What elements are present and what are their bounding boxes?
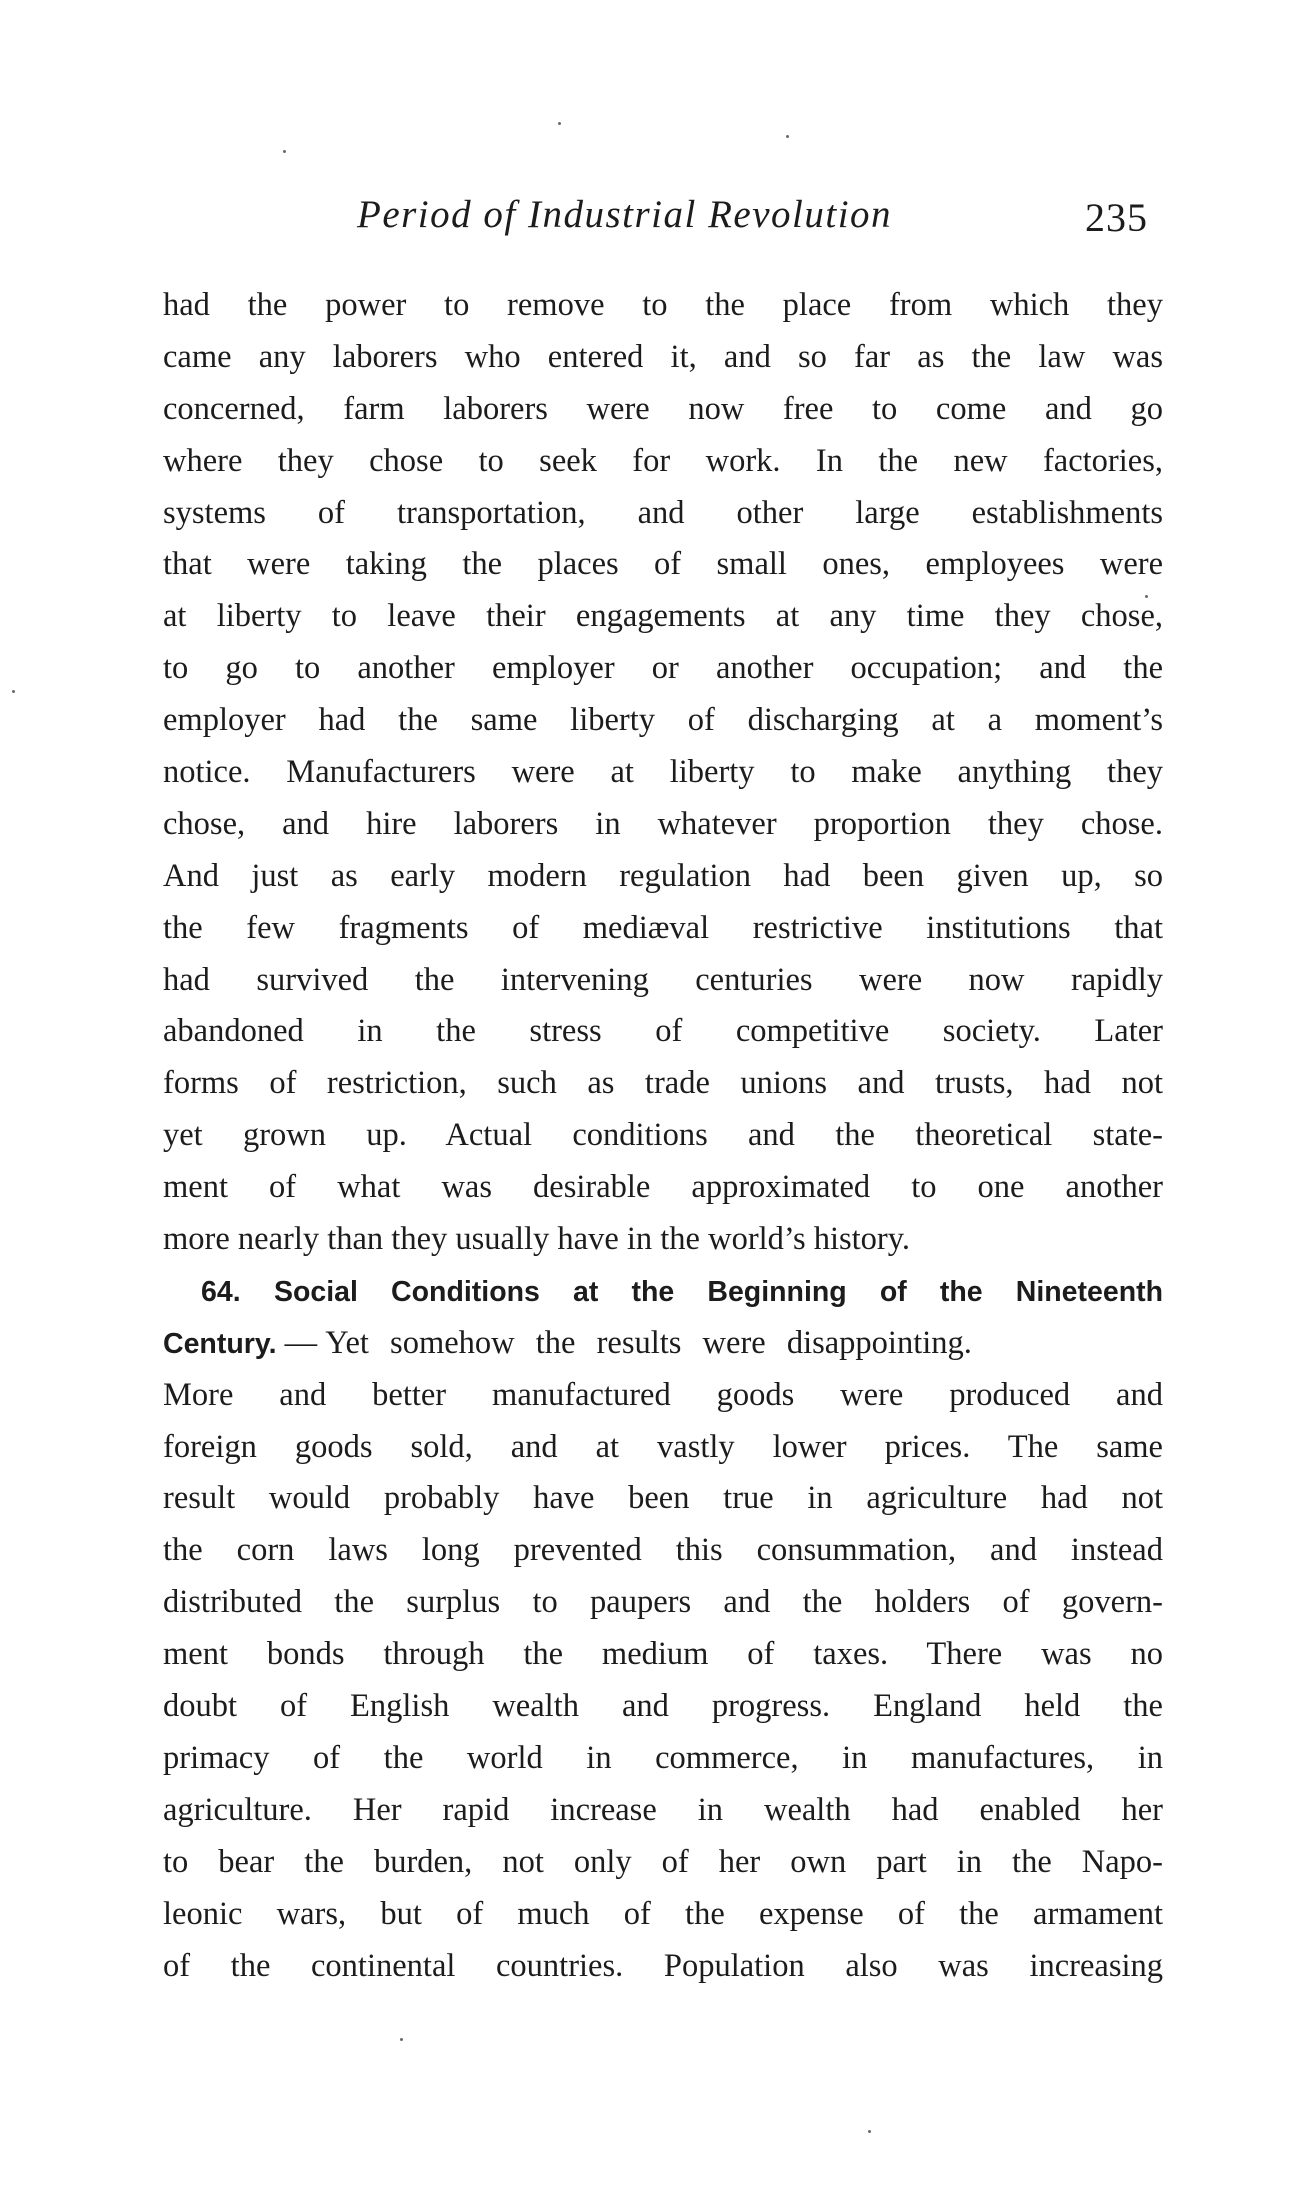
- text-line: And just as early modern regulation had been given up, so: [163, 857, 1163, 894]
- section-heading-line: [163, 1318, 1163, 1370]
- section-heading: Social Conditions at the Beginning of the Nineteenth: [273, 1275, 1163, 1308]
- text-line: yet grown up. Actual conditions and the theoretical state-: [163, 1117, 1163, 1154]
- text-line: ment bonds through the medium of taxes. There was no: [163, 1636, 1163, 1673]
- text-line: leonic wars, but of much of the expense of the armament: [163, 1895, 1163, 1932]
- text-line: chose, and hire laborers in whatever proportion they chose.: [163, 805, 1163, 842]
- body-text: [163, 280, 1163, 1992]
- text-line: at liberty to leave their engagements at any time they chose,: [163, 598, 1163, 635]
- text-line: came any laborers who entered it, and so far as the law was: [163, 338, 1163, 375]
- text-line: to bear the burden, not only of her own part in the Napo-: [163, 1843, 1163, 1880]
- text-line: the few fragments of mediæval restrictive institutions that: [163, 909, 1163, 946]
- running-head: [162, 192, 1162, 252]
- em-dash: —: [276, 1324, 326, 1361]
- text-line: had survived the intervening centuries were now rapidly: [163, 961, 1163, 998]
- page-number: 235: [1085, 195, 1148, 240]
- running-title: Period of Industrial Revolution: [357, 193, 893, 236]
- paper-speck: [12, 690, 15, 693]
- text-line: ment of what was desirable approximated to one another: [163, 1169, 1163, 1206]
- paper-speck: [868, 2130, 871, 2133]
- text-line: result would probably have been true in agriculture had not: [163, 1480, 1163, 1517]
- text-line: notice. Manufacturers were at liberty to make anything they: [163, 754, 1163, 791]
- paper-speck: [400, 2038, 403, 2041]
- paper-speck: [786, 135, 789, 138]
- text-run: Yet somehow the results were disappointing.: [325, 1324, 972, 1361]
- section-heading-line: [163, 1266, 1163, 1318]
- paragraph-1: [163, 280, 1163, 1266]
- text-line: primacy of the world in commerce, in manufactures, in: [163, 1739, 1163, 1776]
- section-number: 64.: [201, 1275, 241, 1308]
- text-line: had the power to remove to the place from which they: [163, 287, 1163, 323]
- paper-speck: [283, 150, 286, 153]
- section-heading: Century.: [163, 1327, 277, 1360]
- text-line: where they chose to seek for work. In the new factories,: [163, 442, 1163, 479]
- paper-speck: [558, 122, 561, 125]
- text-line: to go to another employer or another occupation; and the: [163, 650, 1163, 687]
- text-line: More and better manufactured goods were produced and: [163, 1376, 1163, 1413]
- text-line: the corn laws long prevented this consummation, and instead: [163, 1532, 1163, 1569]
- text-line: agriculture. Her rapid increase in wealth had enabled her: [163, 1791, 1163, 1828]
- text-line: that were taking the places of small ones, employees were: [163, 546, 1163, 583]
- text-line: employer had the same liberty of discharging at a moment’s: [163, 702, 1163, 739]
- text-line: more nearly than they usually have in the world’s history.: [163, 1221, 911, 1258]
- text-line: forms of restriction, such as trade unions and trusts, had not: [163, 1065, 1163, 1102]
- text-line: systems of transportation, and other large establishments: [163, 494, 1163, 531]
- text-line: concerned, farm laborers were now free to come and go: [163, 390, 1163, 427]
- text-line: distributed the surplus to paupers and the holders of govern-: [163, 1584, 1163, 1621]
- text-line: doubt of English wealth and progress. England held the: [163, 1688, 1163, 1725]
- text-line: foreign goods sold, and at vastly lower prices. The same: [163, 1428, 1163, 1465]
- text-line: of the continental countries. Population also was increasing: [163, 1947, 1163, 1984]
- section-64: [163, 1266, 1163, 1992]
- text-line: abandoned in the stress of competitive society. Later: [163, 1013, 1163, 1050]
